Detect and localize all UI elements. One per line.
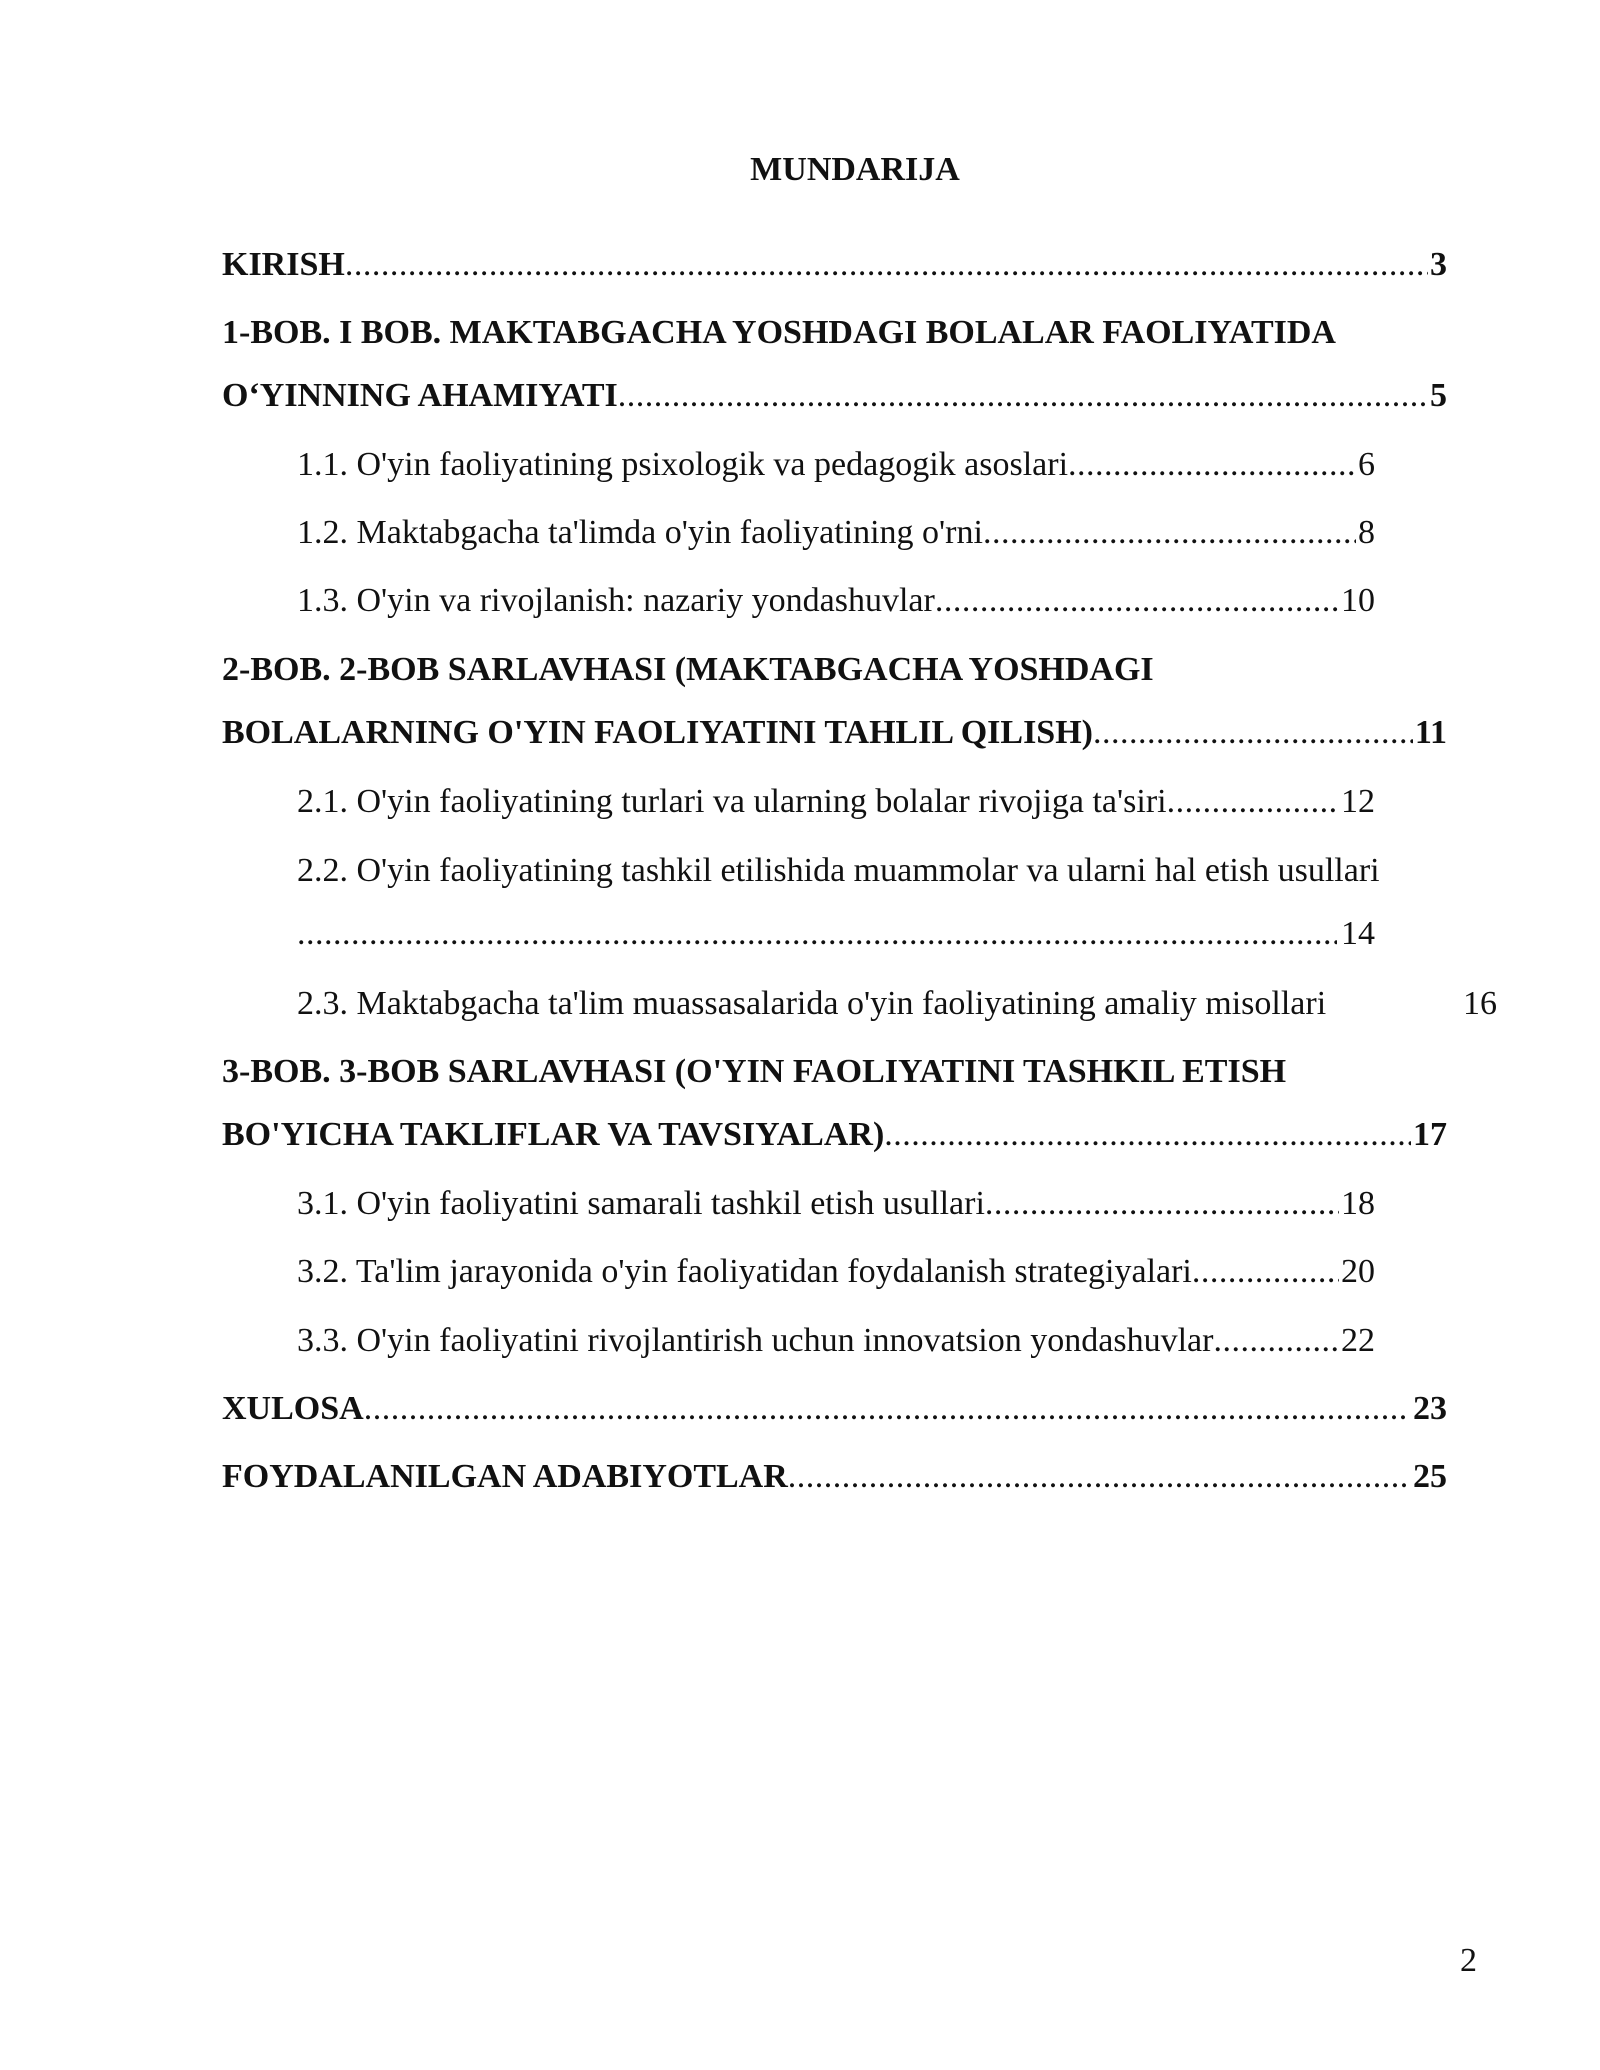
toc-leader-dots: [364, 1386, 1407, 1432]
toc-entry-1-3[interactable]: [297, 578, 1375, 624]
page-title: MUNDARIJA: [750, 151, 960, 188]
toc-entry-text: 3-BOB. 3-BOB SARLAVHASI (O'YIN FAOLIYATINI TASHKIL ETISH: [222, 1053, 1287, 1090]
toc-entry-page: 16: [1463, 985, 1497, 1022]
toc-entry-chapter-2-line-1[interactable]: [222, 647, 1522, 693]
toc-leader-dots: [788, 1454, 1411, 1500]
toc-entry-kirish[interactable]: [222, 242, 1447, 288]
toc-entry-text: 1.3. O'yin va rivojlanish: nazariy yondashuvlar: [297, 582, 935, 619]
toc-entry-page: 20: [1341, 1253, 1375, 1290]
toc-entry-2-2-line-1[interactable]: [297, 848, 1497, 894]
toc-entry-chapter-1-line-2[interactable]: [222, 373, 1447, 419]
toc-entry-2-3[interactable]: [297, 981, 1497, 1027]
toc-entry-text: 1.2. Maktabgacha ta'limda o'yin faoliyatining o'rni: [297, 514, 983, 551]
toc-entry-1-2[interactable]: [297, 510, 1375, 556]
toc-entry-text: FOYDALANILGAN ADABIYOTLAR: [222, 1458, 788, 1495]
toc-entry-text: 2.3. Maktabgacha ta'lim muassasalarida o'yin faoliyatining amaliy misollari: [297, 985, 1327, 1022]
toc-leader-dots: [985, 1181, 1339, 1227]
toc-entry-chapter-3-line-1[interactable]: [222, 1049, 1522, 1095]
toc-entry-text: 2.1. O'yin faoliyatining turlari va ularning bolalar rivojiga ta'siri: [297, 783, 1167, 820]
toc-leader-dots: [345, 242, 1428, 288]
toc-entry-foydalanilgan-adabiyotlar[interactable]: [222, 1454, 1447, 1500]
toc-leader-dots: [1068, 442, 1356, 488]
toc-entry-1-1[interactable]: [297, 442, 1375, 488]
toc-entry-text: 3.2. Ta'lim jarayonida o'yin faoliyatidan foydalanish strategiyalari: [297, 1253, 1192, 1290]
toc-entry-text: XULOSA: [222, 1390, 364, 1427]
toc-leader-dots: [1093, 710, 1413, 756]
toc-leader-dots: [884, 1112, 1411, 1158]
toc-entry-3-3[interactable]: [297, 1318, 1375, 1364]
toc-entry-text: 1-BOB. I BOB. MAKTABGACHA YOSHDAGI BOLALAR FAOLIYATIDA: [222, 314, 1336, 351]
toc-entry-page: 18: [1341, 1185, 1375, 1222]
toc-entry-page: 12: [1341, 783, 1375, 820]
toc-leader-dots: [297, 911, 1337, 957]
toc-entry-page: 14: [1341, 915, 1375, 952]
toc-entry-page: 25: [1413, 1458, 1447, 1495]
toc-entry-text: KIRISH: [222, 246, 345, 283]
toc-entry-text: O‘YINNING AHAMIYATI: [222, 377, 618, 414]
toc-entry-page: 23: [1413, 1390, 1447, 1427]
toc-entry-2-2-line-2[interactable]: [297, 911, 1375, 957]
toc-leader-dots: [1213, 1318, 1339, 1364]
toc-entry-3-2[interactable]: [297, 1249, 1375, 1295]
toc-entry-chapter-1-line-1[interactable]: [222, 310, 1522, 356]
page-number: 2: [1460, 1942, 1477, 1979]
toc-entry-2-1[interactable]: [297, 779, 1375, 825]
toc-leader-dots: [935, 578, 1339, 624]
toc-entry-3-1[interactable]: [297, 1181, 1375, 1227]
toc-entry-text: BO'YICHA TAKLIFLAR VA TAVSIYALAR): [222, 1116, 885, 1153]
toc-entry-chapter-2-line-2[interactable]: [222, 710, 1447, 756]
toc-entry-page: 10: [1341, 582, 1375, 619]
toc-entry-page: 11: [1414, 714, 1447, 751]
toc-entry-page: 6: [1358, 446, 1375, 483]
toc-leader-dots: [1192, 1249, 1339, 1295]
toc-entry-text: 3.1. O'yin faoliyatini samarali tashkil etish usullari: [297, 1185, 985, 1222]
toc-entry-page: 8: [1358, 514, 1375, 551]
toc-entry-text: 3.3. O'yin faoliyatini rivojlantirish uchun innovatsion yondashuvlar: [297, 1322, 1214, 1359]
toc-entry-page: 3: [1430, 246, 1447, 283]
toc-entry-text: BOLALARNING O'YIN FAOLIYATINI TAHLIL QILISH): [222, 714, 1093, 751]
toc-entry-text: 2-BOB. 2-BOB SARLAVHASI (MAKTABGACHA YOSHDAGI: [222, 651, 1154, 688]
toc-entry-page: 17: [1413, 1116, 1447, 1153]
toc-leader-dots: [1167, 779, 1339, 825]
toc-entry-xulosa[interactable]: [222, 1386, 1447, 1432]
toc-entry-text: 2.2. O'yin faoliyatining tashkil etilishida muammolar va ularni hal etish usullari: [297, 852, 1380, 889]
toc-leader-dots: [983, 510, 1356, 556]
toc-entry-chapter-3-line-2[interactable]: [222, 1112, 1447, 1158]
toc-entry-page: 5: [1430, 377, 1447, 414]
toc-leader-dots: [618, 373, 1428, 419]
toc-entry-page: 22: [1341, 1322, 1375, 1359]
toc-entry-text: 1.1. O'yin faoliyatining psixologik va pedagogik asoslari: [297, 446, 1069, 483]
